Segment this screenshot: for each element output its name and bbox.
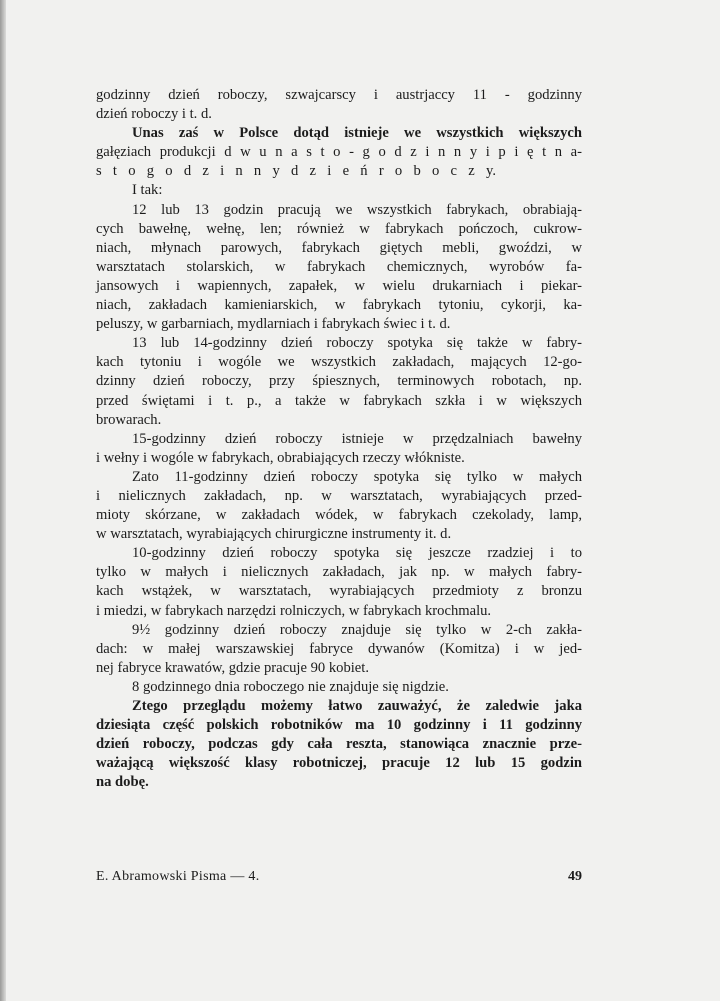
text-line: Ztego przeglądu możemy łatwo zauważyć, że zaledwie jaka	[132, 698, 582, 714]
text-line: niach, zakładach kamieniarskich, w fabrykach tytoniu, cykorji, ka-	[96, 297, 582, 314]
text-line: 8 godzinnego dnia roboczego nie znajduje się nigdzie.	[132, 678, 449, 695]
text-line: i miedzi, w fabrykach narzędzi rolniczych, w fabrykach krochmalu.	[96, 602, 492, 619]
text-line: 9½ godzinny dzień roboczy znajduje się tylko w 2-ch zakła-	[132, 621, 582, 638]
text-line: dzień roboczy, podczas gdy cała reszta, stanowiąca znacznie prze-	[96, 736, 582, 753]
text-line: I tak:	[132, 182, 163, 199]
text-line: gałęziach produkcji d w u n a s t o - g o d z i n n y i p i ę t n a-	[96, 144, 582, 161]
text-line: Unas zaś w Polsce dotąd istnieje we wszystkich większych	[132, 125, 582, 142]
page-number: 49	[568, 869, 582, 884]
text-line: cych bawełnę, wełnę, len; również w fabrykach pończoch, cukrow-	[96, 220, 582, 237]
text-line: jansowych i wapiennych, zapałek, w wielu drukarniach i piekar-	[96, 277, 582, 294]
text-line: i wełny i wogóle w fabrykach, obrabiających rzeczy włókniste.	[96, 449, 465, 466]
text-line: 10-godzinny dzień roboczy spotyka się jeszcze rzadziej i to	[132, 545, 582, 562]
text-line: kach wstążek, w warsztatach, wyrabiających przedmioty z bronzu	[96, 583, 582, 600]
text-line: przed świętami i t. p., a także w fabrykach szkła i w większych	[96, 392, 582, 409]
text-line: i nielicznych zakładach, np. w warsztatach, wyrabiających przed-	[96, 487, 582, 504]
text-line: dzinny dzień roboczy, przy śpiesznych, terminowych robotach, np.	[96, 373, 582, 390]
text-line: godzinny dzień roboczy, szwajcarscy i austrjaccy 11 - godzinny	[96, 87, 582, 103]
text-line: nej fabryce krawatów, gdzie pracuje 90 kobiet.	[96, 659, 369, 676]
text-line: kach tytoniu i wogóle we wszystkich zakładach, mających 12-go-	[96, 354, 582, 371]
text-line: tylko w małych i nielicznych zakładach, jak np. w małych fabry-	[96, 564, 582, 581]
text-line: na dobę.	[96, 774, 149, 791]
text-line: 12 lub 13 godzin pracują we wszystkich fabrykach, obrabiają-	[132, 201, 582, 218]
text-line: dach: w małej warszawskiej fabryce dywanów (Komitza) i w jed-	[96, 640, 582, 657]
text-line: ważającą większość klasy robotniczej, pracuje 12 lub 15 godzin	[96, 755, 582, 772]
text-line: peluszy, w garbarniach, mydlarniach i fabrykach świec i t. d.	[96, 316, 451, 333]
running-footer: E. Abramowski Pisma — 4.	[96, 869, 260, 884]
text-line: dziesiąta część polskich robotników ma 10 godzinny i 11 godzinny	[96, 717, 582, 734]
text-line: s t o g o d z i n n y d z i e ń r o b o c z y.	[96, 163, 496, 180]
text-line: 15-godzinny dzień roboczy istnieje w przędzalniach bawełny	[132, 430, 582, 447]
text-line: niach, młynach parowych, fabrykach giętych mebli, gwoździ, w	[96, 239, 582, 256]
text-line: Zato 11-godzinny dzień roboczy spotyka się tylko w małych	[132, 468, 582, 485]
page-edge-shadow	[0, 0, 6, 1001]
text-line: mioty skórzane, w zakładach wódek, w fabrykach czekolady, lamp,	[96, 507, 582, 524]
text-line: dzień roboczy i t. d.	[96, 106, 212, 123]
text-line: w warsztatach, wyrabiających chirurgiczne instrumenty it. d.	[96, 526, 452, 543]
page-body	[96, 86, 582, 792]
text-line: warsztatach stolarskich, w fabrykach chemicznych, wyrobów fa-	[96, 258, 582, 275]
text-line: 13 lub 14-godzinny dzień roboczy spotyka się także w fabry-	[132, 335, 582, 352]
text-line: browarach.	[96, 411, 162, 428]
